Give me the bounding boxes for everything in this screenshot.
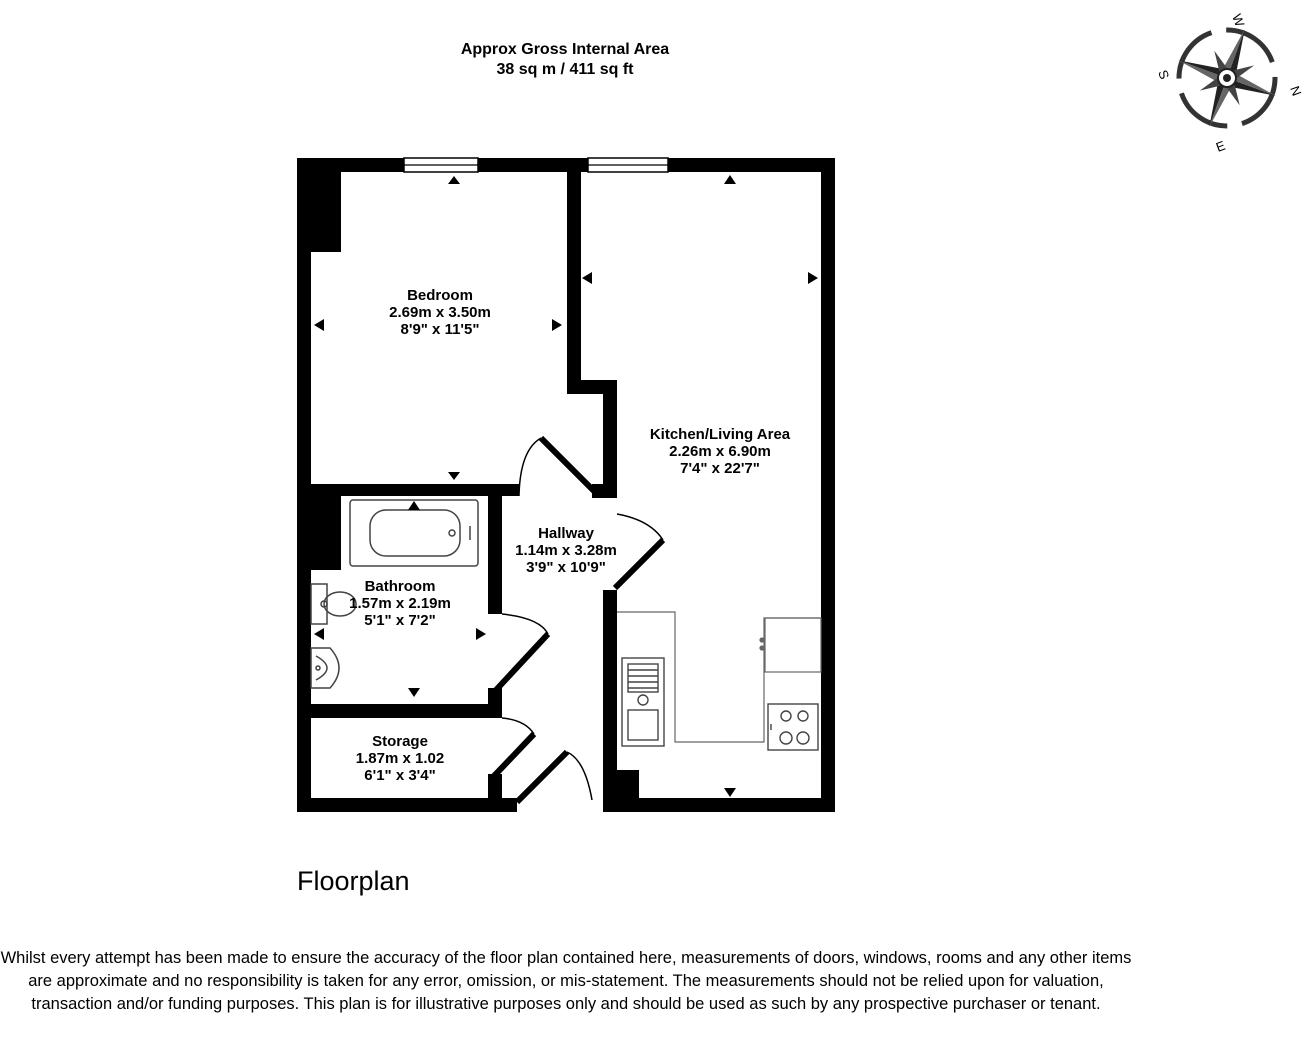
wall-bathroom-right <box>488 490 502 614</box>
wall-partition-mid <box>603 380 617 498</box>
compass-s: S <box>1155 67 1173 82</box>
bathroom-metric: 1.57m x 2.19m <box>349 595 451 612</box>
wall-bottom-right <box>605 798 835 812</box>
wall-top <box>297 158 835 172</box>
hallway-metric: 1.14m x 3.28m <box>515 542 617 559</box>
storage-imperial: 6'1" x 3'4" <box>364 767 436 784</box>
wall-storage-top <box>297 704 502 718</box>
compass-w: W <box>1229 11 1248 29</box>
hallway-imperial: 3'9" x 10'9" <box>526 559 606 576</box>
wall-storage-right <box>488 774 502 812</box>
bedroom-corner-block <box>297 158 341 252</box>
bedroom-name: Bedroom <box>407 287 473 304</box>
hallway-name: Hallway <box>538 525 594 542</box>
kitchen-name: Kitchen/Living Area <box>649 426 791 443</box>
area-value: 38 sq m / 411 sq ft <box>496 61 634 78</box>
storage-name: Storage <box>372 733 428 750</box>
wall-right <box>821 158 835 812</box>
bathroom-name: Bathroom <box>364 578 436 595</box>
compass-e: E <box>1213 137 1228 155</box>
plan-title: Floorplan <box>297 866 410 896</box>
bedroom-imperial: 8'9" x 11'5" <box>400 321 480 338</box>
kitchen-metric: 2.26m x 6.90m <box>669 443 771 460</box>
hob-icon <box>768 704 818 750</box>
sink-icon <box>622 658 664 746</box>
bedroom-metric: 2.69m x 3.50m <box>389 304 491 321</box>
area-title: Approx Gross Internal Area <box>460 41 670 58</box>
wall-partition-upper <box>567 158 581 394</box>
bathroom-corner-block <box>297 486 341 570</box>
disclaimer-text: Whilst every attempt has been made to ensure the accuracy of the floor plan contained here, measurements of doors, windows, rooms and any other items are approximate and no responsibility is taken for any error, omission, or mis-statement. The measurements should not be relied upon for valuation, transaction and/or funding purposes. This plan is for illustrative purposes only and should be used as such by any prospective purchaser or tenant. <box>0 949 1132 1013</box>
kitchen-imperial: 7'4" x 22'7" <box>680 460 760 477</box>
bathroom-imperial: 5'1" x 7'2" <box>364 612 436 629</box>
wall-bottom-left <box>297 798 517 812</box>
compass-n: N <box>1287 83 1305 98</box>
wall-partition-lower <box>603 590 617 812</box>
kitchen-units <box>617 612 821 742</box>
wall-bedroom-bottom <box>297 484 519 496</box>
basin-icon <box>311 648 339 688</box>
storage-metric: 1.87m x 1.02 <box>355 750 445 767</box>
